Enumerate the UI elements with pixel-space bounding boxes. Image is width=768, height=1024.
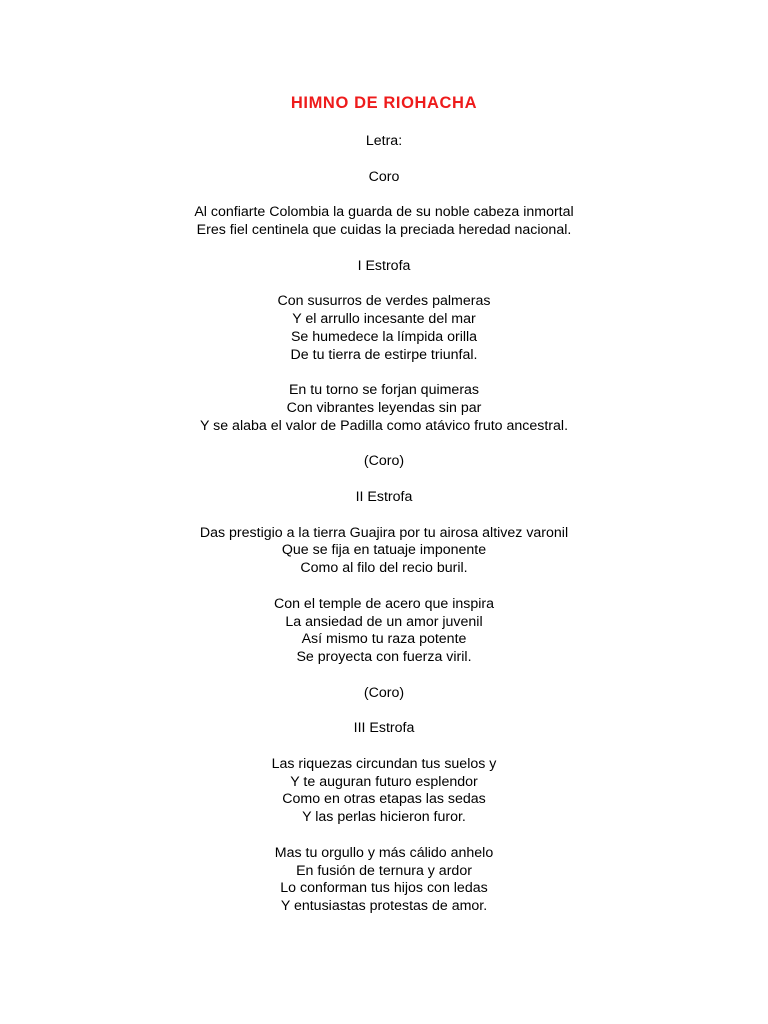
verse-line: Lo conforman tus hijos con ledas [280, 880, 488, 897]
verse-line: Das prestigio a la tierra Guajira por tu airosa altivez varonil [199, 524, 569, 541]
verse-line: De tu tierra de estirpe triunfal. [290, 346, 478, 363]
verse-line: Las riquezas circundan tus suelos y [271, 755, 497, 772]
spacer [0, 436, 768, 454]
chorus-line: Eres fiel centinela que cuidas la preciada heredad nacional. [196, 221, 572, 238]
verse-line: Mas tu orgullo y más cálido anhelo [274, 844, 494, 861]
verse-line: En tu torno se forjan quimeras [288, 382, 480, 399]
verse-line: Y el arrullo incesante del mar [292, 310, 476, 327]
verse-line: Como al filo del recio buril. [300, 560, 468, 577]
document-title: HIMNO DE RIOHACHA [290, 94, 478, 112]
verse-line: Que se fija en tatuaje imponente [281, 542, 487, 559]
verse-line: Así mismo tu raza potente [301, 631, 467, 648]
verse-line: Con el temple de acero que inspira [273, 595, 495, 612]
verse-line: Y te auguran futuro esplendor [290, 773, 478, 790]
stanza-2-heading: II Estrofa [355, 488, 413, 505]
spacer [0, 578, 768, 596]
spacer [0, 703, 768, 721]
chorus-line: Al confiarte Colombia la guarda de su noble cabeza inmortal [194, 204, 574, 221]
verse-line: Y las perlas hicieron furor. [302, 809, 466, 826]
verse-line: En fusión de ternura y ardor [296, 862, 472, 879]
credit-label: Letra: [365, 133, 403, 149]
verse-line: Como en otras etapas las sedas [282, 791, 486, 808]
spacer [0, 738, 768, 756]
spacer [0, 667, 768, 685]
spacer [0, 240, 768, 258]
verse-line: La ansiedad de un amor juvenil [285, 613, 483, 630]
spacer [0, 186, 768, 204]
spacer [0, 151, 768, 169]
spacer [0, 471, 768, 489]
chorus-repeat: (Coro) [363, 453, 405, 470]
verse-line: Y entusiastas protestas de amor. [280, 898, 488, 915]
verse-line: Y se alaba el valor de Padilla como atávico fruto ancestral. [199, 417, 569, 434]
chorus-repeat: (Coro) [363, 684, 405, 701]
verse-line: Se humedece la límpida orilla [290, 328, 478, 345]
verse-line: Con susurros de verdes palmeras [277, 293, 491, 310]
spacer [0, 507, 768, 525]
verse-line: Se proyecta con fuerza viril. [296, 649, 472, 666]
spacer [0, 364, 768, 382]
stanza-1-heading: I Estrofa [357, 257, 411, 274]
verse-line: Con vibrantes leyendas sin par [286, 399, 482, 416]
chorus-heading: Coro [368, 168, 400, 185]
spacer [0, 827, 768, 845]
anthem-lyrics [0, 133, 768, 916]
stanza-3-heading: III Estrofa [353, 720, 415, 737]
spacer [0, 275, 768, 293]
